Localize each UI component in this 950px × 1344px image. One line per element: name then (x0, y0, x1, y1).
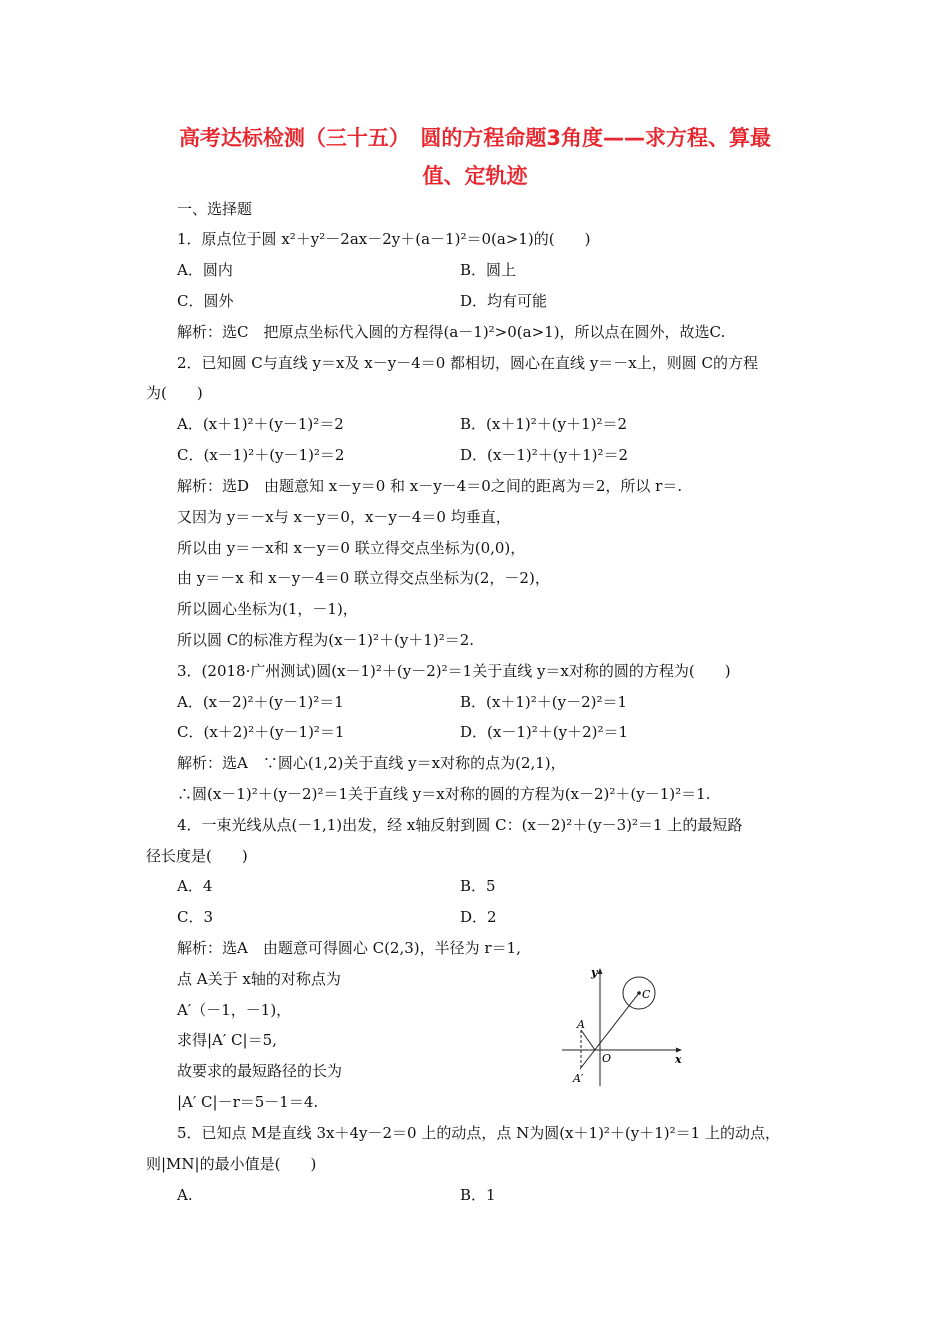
q5-option-a: A. (177, 1186, 193, 1204)
reflection-diagram (560, 962, 690, 1088)
x-axis-arrow-icon (676, 1048, 682, 1053)
q2-option-c: C．(x－1)²＋(y－1)²＝2 (177, 446, 345, 464)
q3-option-d: D．(x－1)²＋(y＋2)²＝1 (460, 723, 629, 741)
q5-stem-line-1: 5．已知点 M是直线 3x＋4y－2＝0 上的动点，点 N为圆(x＋1)²＋(y＋1)²＝1 上的动点， (177, 1124, 780, 1142)
q2-stem-line-2: 为( ) (146, 384, 203, 402)
q4-option-b: B．5 (460, 877, 496, 895)
q1-option-b: B．圆上 (460, 261, 517, 279)
label-c: C (642, 988, 651, 1001)
q3-stem: 3．(2018·广州测试)圆(x－1)²＋(y－2)²＝1关于直线 y＝x对称的圆的方程为( ) (177, 662, 731, 680)
label-o: O (602, 1052, 612, 1065)
document-title-line-2: 值、定轨迹 (422, 164, 528, 188)
q1-analysis: 解析：选C 把原点坐标代入圆的方程得(a－1)²>0(a>1)，所以点在圆外，故选C. (177, 323, 726, 341)
q2-analysis-line: 所以圆心坐标为(1，－1)， (177, 600, 358, 618)
q4-analysis-line: 解析：选A 由题意可得圆心 C(2,3)，半径为 r＝1, (177, 939, 521, 957)
q4-option-d: D．2 (460, 908, 497, 926)
q4-analysis-line: 故要求的最短路径的长为 (177, 1062, 343, 1080)
q3-analysis-line: ∴圆(x－1)²＋(y－2)²＝1关于直线 y＝x对称的圆的方程为(x－2)²＋(y－1)²＝1. (177, 785, 711, 803)
q2-analysis-line: 又因为 y＝－x与 x－y＝0，x－y－4＝0 均垂直， (177, 508, 511, 526)
q2-option-b: B．(x＋1)²＋(y＋1)²＝2 (460, 415, 628, 433)
q4-option-a: A．4 (177, 877, 213, 895)
q5-option-b: B．1 (460, 1186, 496, 1204)
q4-analysis-line: 点 A关于 x轴的对称点为 (177, 970, 341, 988)
q4-stem-line-2: 径长度是( ) (146, 847, 248, 865)
q3-option-c: C．(x＋2)²＋(y－1)²＝1 (177, 723, 345, 741)
q5-stem-line-2: 则|MN|的最小值是( ) (146, 1155, 317, 1173)
label-x: x (675, 1053, 682, 1066)
q4-analysis-line: A′（－1，－1)， (177, 1001, 292, 1019)
y-axis-arrow-icon (598, 968, 603, 974)
q4-option-c: C．3 (177, 908, 214, 926)
q2-analysis-line: 由 y＝－x 和 x－y－4＝0 联立得交点坐标为(2，－2)， (177, 569, 550, 587)
q2-analysis-line: 解析：选D 由题意知 x－y＝0 和 x－y－4＝0之间的距离为＝2，所以 r＝. (177, 477, 683, 495)
label-y: y (591, 966, 598, 979)
q1-stem (177, 228, 590, 250)
q1-option-d: D．均有可能 (460, 292, 548, 310)
q3-option-a: A．(x－2)²＋(y－1)²＝1 (177, 693, 344, 711)
q2-option-a: A．(x＋1)²＋(y－1)²＝2 (177, 415, 344, 433)
label-a: A (577, 1018, 585, 1031)
q1-stem-prefix: 1．原点位于圆 (177, 230, 277, 248)
q1-stem-formula: x²＋y²－2ax－2y＋(a－1)²＝0(a>1)的( ) (281, 230, 591, 248)
q2-analysis-line: 所以由 y＝－x和 x－y＝0 联立得交点坐标为(0,0)， (177, 539, 526, 557)
q1-option-c: C．圆外 (177, 292, 234, 310)
document-title-line-1: 高考达标检测（三十五） 圆的方程命题3角度——求方程、算最 (178, 126, 772, 150)
reflected-ray (581, 1030, 595, 1050)
q4-stem-line-1: 4．一束光线从点(－1,1)出发，经 x轴反射到圆 C：(x－2)²＋(y－3)²＝1 上的最短路 (177, 816, 743, 834)
q4-analysis-line: 求得|A′ C|＝5, (177, 1031, 277, 1049)
q3-option-b: B．(x＋1)²＋(y－2)²＝1 (460, 693, 628, 711)
q2-option-d: D．(x－1)²＋(y＋1)²＝2 (460, 446, 629, 464)
q2-stem-line-1: 2．已知圆 C与直线 y＝x及 x－y－4＝0 都相切，圆心在直线 y＝－x上，则圆 C的方程 (177, 354, 758, 372)
section-heading: 一、选择题 (177, 200, 253, 218)
q3-analysis-line: 解析：选A ∵圆心(1,2)关于直线 y＝x对称的点为(2,1)， (177, 754, 566, 772)
q1-option-a: A．圆内 (177, 261, 233, 279)
q4-analysis-line: |A′ C|－r＝5－1＝4. (177, 1093, 319, 1111)
label-a-prime: A′ (573, 1072, 584, 1085)
q2-analysis-line: 所以圆 C的标准方程为(x－1)²＋(y＋1)²＝2. (177, 631, 475, 649)
